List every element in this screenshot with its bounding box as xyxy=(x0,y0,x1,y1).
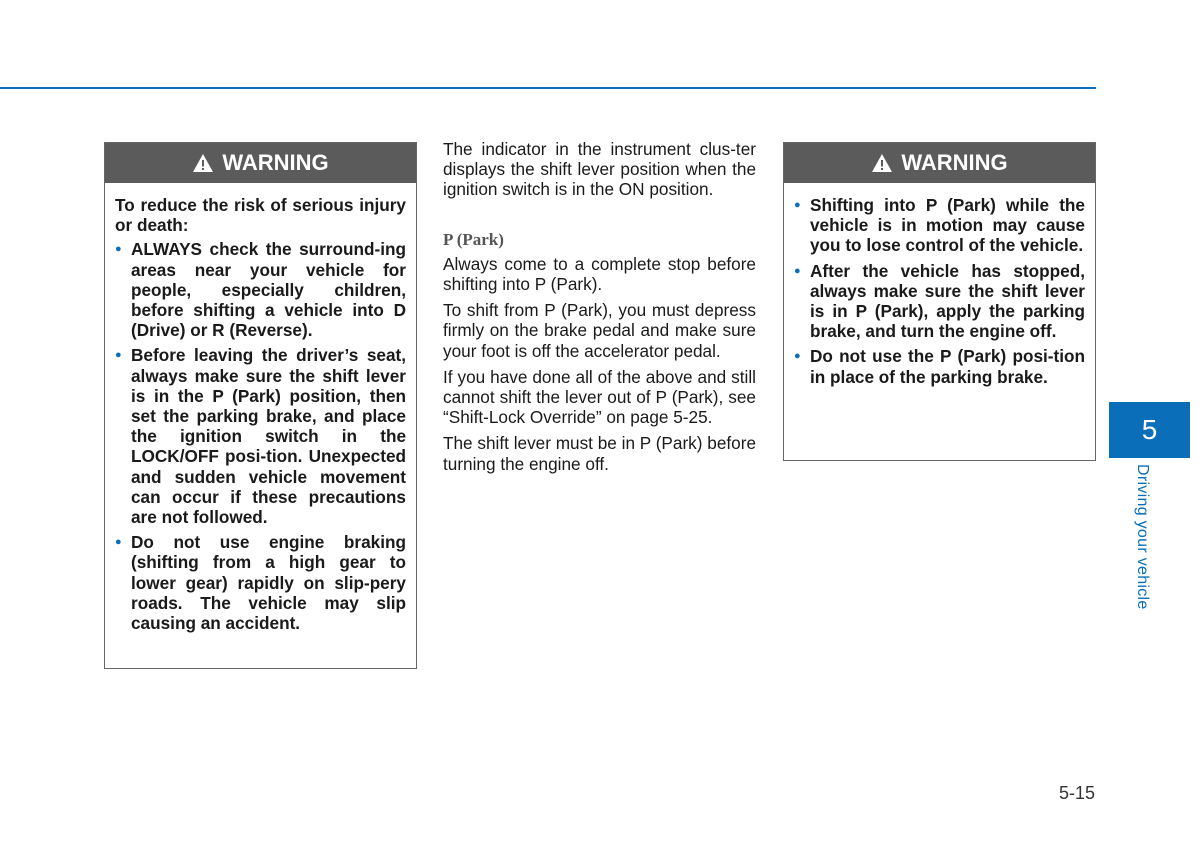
warning-item: ● Do not use the P (Park) posi-tion in place of the parking brake. xyxy=(794,346,1085,386)
chapter-tab: 5 xyxy=(1109,402,1190,458)
warning-item: ● Before leaving the driver’s seat, always make sure the shift lever is in the P (Park) position, then set the parking brake, and place the ignition switch in the LOCK/OFF posi-tion. Unexpected and sudden vehicle movement can occur if these precautions are not followed. xyxy=(115,345,406,527)
body-paragraph: If you have done all of the above and still cannot shift the lever out of P (Park), see “Shift-Lock Override” on page 5-25. xyxy=(443,366,756,428)
warning-header-left xyxy=(105,143,416,183)
body-paragraph: To shift from P (Park), you must depress firmly on the brake pedal and make sure your foot is off the accelerator pedal. xyxy=(443,300,756,361)
warning-item: ● ALWAYS check the surround-ing areas near your vehicle for people, especially children, before shifting a vehicle into D (Drive) or R (Reverse). xyxy=(115,239,406,340)
intro-paragraph: The indicator in the instrument clus-ter displays the shift lever position when the ignition switch is in the ON position. xyxy=(443,139,756,200)
section-heading-park: P (Park) xyxy=(443,229,504,249)
main-text-column xyxy=(443,139,756,480)
warning-item: ● Do not use engine braking (shifting from a high gear to lower gear) rapidly on slip-pery roads. The vehicle may slip causing an accident. xyxy=(115,532,406,633)
body-paragraph: Always come to a complete stop before shifting into P (Park). xyxy=(443,253,756,295)
warning-box-left xyxy=(104,142,417,669)
page-number: 5-15 xyxy=(1058,783,1095,803)
warning-item: ● After the vehicle has stopped, always make sure the shift lever is in P (Park), apply the parking brake, and turn the engine off. xyxy=(794,261,1085,342)
warning-intro: To reduce the risk of serious injury or death: xyxy=(115,195,406,236)
warning-list-right xyxy=(794,195,1085,387)
body-paragraph: The shift lever must be in P (Park) before turning the engine off. xyxy=(443,433,757,474)
warning-box-right xyxy=(783,142,1096,461)
header-rule xyxy=(0,87,1096,89)
warning-title: WARNING xyxy=(222,150,329,175)
warning-header-right xyxy=(784,143,1095,183)
warning-item: ● Shifting into P (Park) while the vehicle is in motion may cause you to lose control of the vehicle. xyxy=(794,195,1085,256)
warning-triangle-icon xyxy=(192,153,214,173)
warning-list-left xyxy=(115,239,406,633)
chapter-name: Driving your vehicle xyxy=(1134,464,1151,610)
warning-title: WARNING xyxy=(901,150,1008,175)
warning-triangle-icon xyxy=(871,153,893,173)
